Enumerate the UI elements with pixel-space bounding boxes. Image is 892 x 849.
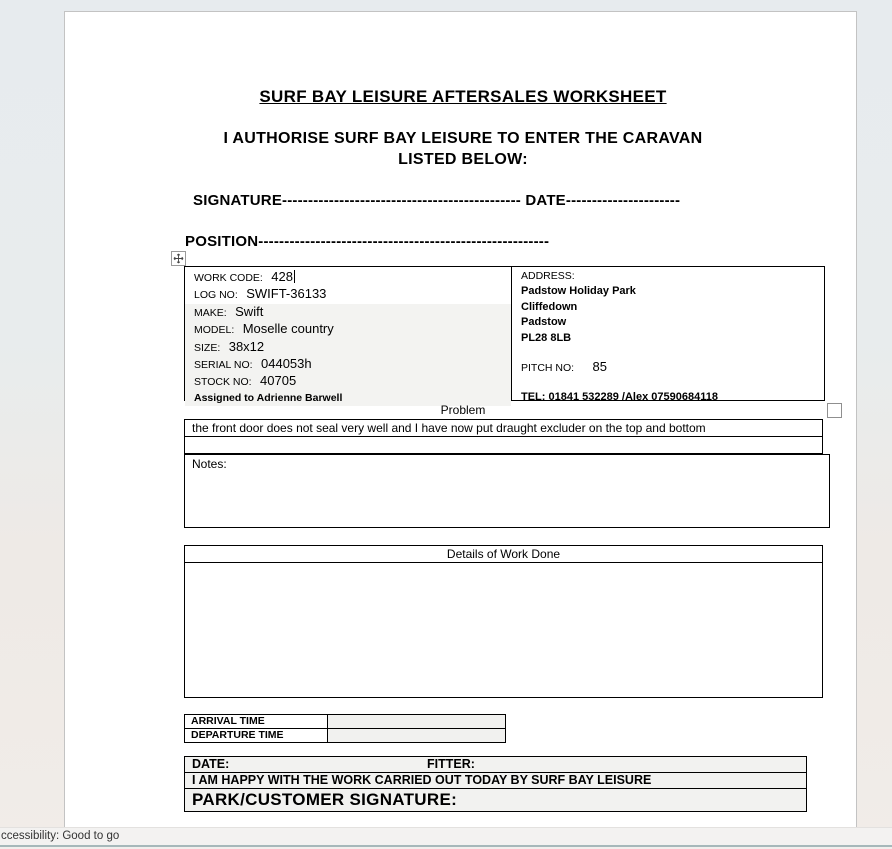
- pitch-no-row: [521, 359, 824, 376]
- tel-row: [521, 390, 824, 404]
- problem-section-header: Problem: [440, 403, 486, 417]
- fitter-label: FITTER:: [427, 757, 475, 771]
- departure-time-label: DEPARTURE TIME: [185, 729, 328, 742]
- table-resize-handle[interactable]: [827, 403, 842, 418]
- work-done-entry-area[interactable]: [185, 563, 822, 697]
- serial-no-label: SERIAL NO:: [194, 359, 253, 372]
- work-code-row[interactable]: [185, 269, 511, 286]
- authorise-line-2: LISTED BELOW:: [398, 151, 528, 168]
- size-value: 38x12: [228, 338, 265, 354]
- date-label: DATE:: [192, 757, 230, 771]
- address-line-1: Padstow Holiday Park: [521, 285, 636, 297]
- signature-date-line: SIGNATURE---------------------------------------------- DATE----------------------: [193, 192, 681, 209]
- make-label: MAKE:: [194, 306, 227, 319]
- move-arrows-icon: [173, 253, 184, 264]
- serial-no-value: 044053h: [261, 356, 312, 372]
- times-table: [184, 714, 506, 743]
- notes-box[interactable]: [184, 454, 830, 528]
- stock-no-row[interactable]: [185, 373, 511, 390]
- authorise-statement: [184, 128, 742, 170]
- work-done-header: Details of Work Done: [185, 546, 822, 563]
- tel-label: TEL:: [521, 391, 546, 403]
- problem-empty-row[interactable]: [185, 437, 822, 453]
- caravan-details-table: [184, 266, 825, 404]
- departure-time-row: [185, 729, 505, 742]
- departure-time-value-cell[interactable]: [328, 729, 505, 742]
- status-bar: [0, 827, 892, 845]
- model-value: Moselle country: [242, 321, 334, 337]
- stock-no-label: STOCK NO:: [194, 376, 252, 389]
- work-code-value: 428: [271, 269, 293, 284]
- word-document-page[interactable]: [64, 11, 857, 829]
- position-line: POSITION--------------------------------------------------------: [185, 233, 550, 250]
- signoff-table: [184, 756, 807, 812]
- table-move-handle[interactable]: [171, 251, 186, 266]
- authorise-line-1: I AUTHORISE SURF BAY LEISURE TO ENTER THE CARAVAN: [223, 130, 703, 147]
- work-code-label: WORK CODE:: [194, 272, 263, 284]
- make-row[interactable]: [185, 304, 511, 321]
- assigned-note: Assigned to Adrienne Barwell: [185, 391, 511, 406]
- stock-no-value: 40705: [260, 373, 297, 389]
- text-cursor: [294, 270, 295, 283]
- size-label: SIZE:: [194, 341, 221, 354]
- size-row[interactable]: [185, 339, 511, 356]
- model-label: MODEL:: [194, 324, 235, 337]
- date-fitter-row[interactable]: [185, 757, 806, 773]
- pitch-no-label: PITCH NO:: [521, 362, 575, 374]
- customer-signature-row[interactable]: PARK/CUSTOMER SIGNATURE:: [192, 790, 458, 809]
- notes-label: Notes:: [192, 457, 227, 471]
- pitch-no-value: 85: [592, 359, 608, 374]
- caravan-details-cell[interactable]: [185, 267, 512, 404]
- address-line-4: PL28 8LB: [521, 331, 572, 344]
- log-no-label: LOG NO:: [194, 289, 238, 302]
- problem-table: [184, 419, 823, 454]
- log-no-row[interactable]: [185, 286, 511, 303]
- problem-entry-row[interactable]: the front door does not seal very well and I have now put draught excluder on the top and bottom: [185, 420, 822, 437]
- arrival-time-value-cell[interactable]: [328, 715, 505, 728]
- work-done-table: [184, 545, 823, 698]
- document-title: SURF BAY LEISURE AFTERSALES WORKSHEET: [259, 87, 667, 106]
- address-line-3: Padstow: [521, 316, 567, 328]
- address-cell[interactable]: [512, 267, 824, 403]
- address-line-2: Cliffedown: [521, 300, 578, 313]
- model-row[interactable]: [185, 321, 511, 338]
- serial-no-row[interactable]: [185, 356, 511, 373]
- address-label: ADDRESS:: [521, 270, 575, 282]
- arrival-time-row: [185, 715, 505, 729]
- log-no-value: SWIFT-36133: [246, 286, 327, 302]
- arrival-time-label: ARRIVAL TIME: [185, 715, 328, 728]
- make-value: Swift: [235, 303, 264, 319]
- window-bottom-edge: [0, 845, 892, 849]
- happy-statement-row: I AM HAPPY WITH THE WORK CARRIED OUT TODAY BY SURF BAY LEISURE: [185, 773, 806, 789]
- accessibility-status[interactable]: ccessibility: Good to go: [1, 830, 120, 842]
- tel-value: 01841 532289 /Alex 07590684118: [548, 391, 718, 403]
